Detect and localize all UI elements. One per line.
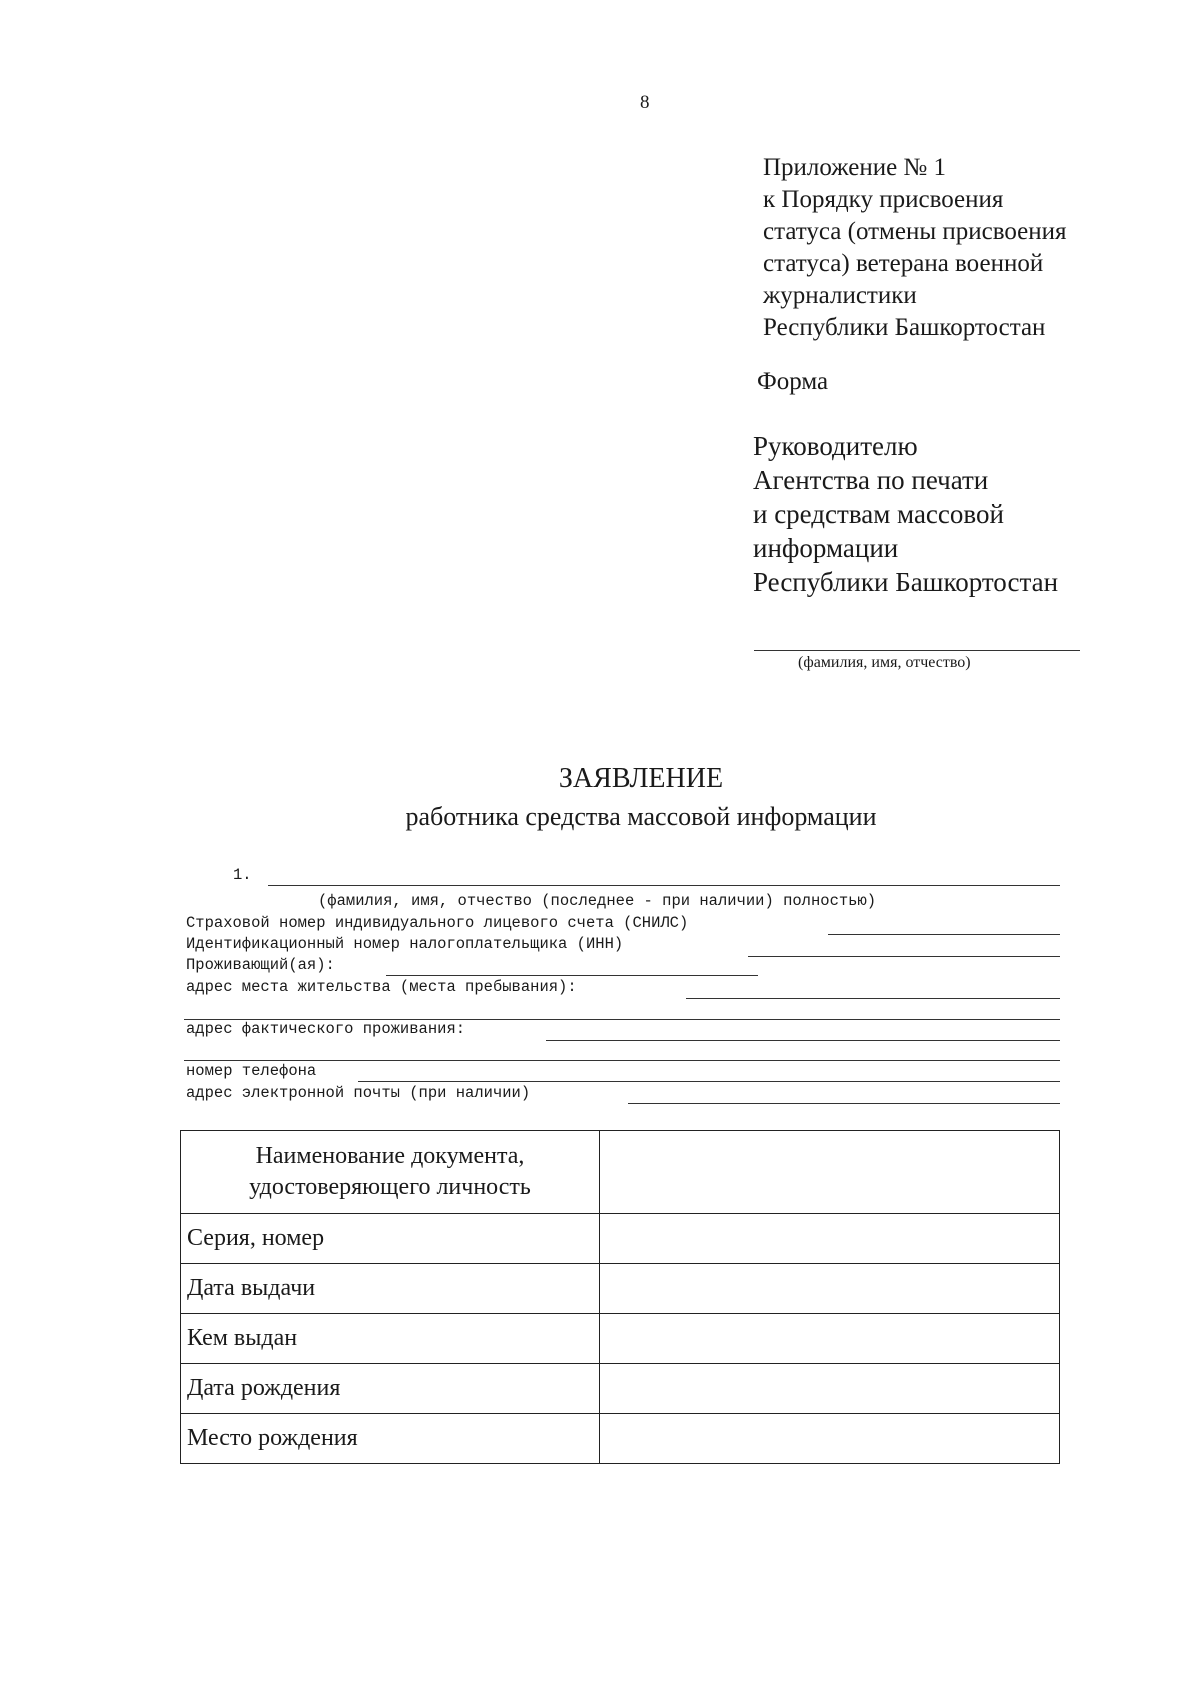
document-name-label-line1: Наименование документа, [255,1143,525,1169]
residing-label: Проживающий(ая): [186,956,335,974]
issued-by-value-cell[interactable] [600,1314,1060,1364]
appendix-line: статуса (отмены присвоения [763,218,1067,245]
form-label: Форма [757,368,829,395]
birth-place-label: Место рождения [181,1414,600,1464]
table-row [181,1414,1060,1464]
series-number-value-cell[interactable] [600,1214,1060,1264]
appendix-line: Приложение № 1 [763,154,947,181]
appendix-line: статуса) ветерана военной [763,250,1044,277]
series-number-label: Серия, номер [181,1214,600,1264]
phone-label: номер телефона [186,1062,317,1080]
applicant-fio-field[interactable] [754,650,1080,651]
actual-address-field-line2[interactable] [184,1060,1060,1061]
document-subtitle: работника средства массовой информации [405,802,877,831]
phone-field[interactable] [358,1081,1060,1082]
item-number: 1. [233,866,252,884]
document-name-label [181,1131,600,1214]
addressee-line: Республики Башкортостан [753,567,1059,597]
table-row [181,1314,1060,1364]
actual-address-field[interactable] [546,1040,1060,1041]
document-name-value-cell[interactable] [600,1131,1060,1214]
residing-field[interactable] [386,975,758,976]
birth-date-label: Дата рождения [181,1364,600,1414]
document-title: ЗАЯВЛЕНИЕ [558,763,724,794]
addressee-block [753,429,1058,599]
inn-label: Идентификационный номер налогоплательщика (ИНН) [186,935,624,953]
appendix-line: журналистики [763,282,917,309]
snils-field[interactable] [828,934,1060,935]
actual-address-label: адрес фактического проживания: [186,1020,466,1038]
addressee-line: Агентства по печати [753,465,989,495]
addressee-line: Руководителю [753,431,918,461]
issue-date-value-cell[interactable] [600,1264,1060,1314]
table-row [181,1264,1060,1314]
birth-place-value-cell[interactable] [600,1414,1060,1464]
identity-document-table [180,1130,1060,1464]
issued-by-label: Кем выдан [181,1314,600,1364]
appendix-line: к Порядку присвоения [763,186,1004,213]
snils-label: Страховой номер индивидуального лицевого счета (СНИЛС) [186,914,689,932]
appendix-line: Республики Башкортостан [763,314,1046,341]
table-row [181,1214,1060,1264]
table-header-row [181,1131,1060,1214]
name-caption: (фамилия, имя, отчество (последнее - при наличии) полностью) [318,892,877,910]
full-name-field[interactable] [268,885,1060,886]
residence-address-field[interactable] [686,998,1060,999]
appendix-block [763,152,1067,344]
birth-date-value-cell[interactable] [600,1364,1060,1414]
page-number: 8 [640,92,650,113]
email-label: адрес электронной почты (при наличии) [186,1084,531,1102]
table-row [181,1364,1060,1414]
addressee-line: и средствам массовой [753,499,1004,529]
issue-date-label: Дата выдачи [181,1264,600,1314]
fio-caption: (фамилия, имя, отчество) [798,654,971,671]
document-name-label-line2: удостоверяющего личность [249,1174,531,1200]
email-field[interactable] [628,1103,1060,1104]
inn-field[interactable] [748,956,1060,957]
residence-address-label: адрес места жительства (места пребывания): [186,978,577,996]
addressee-line: информации [753,533,899,563]
